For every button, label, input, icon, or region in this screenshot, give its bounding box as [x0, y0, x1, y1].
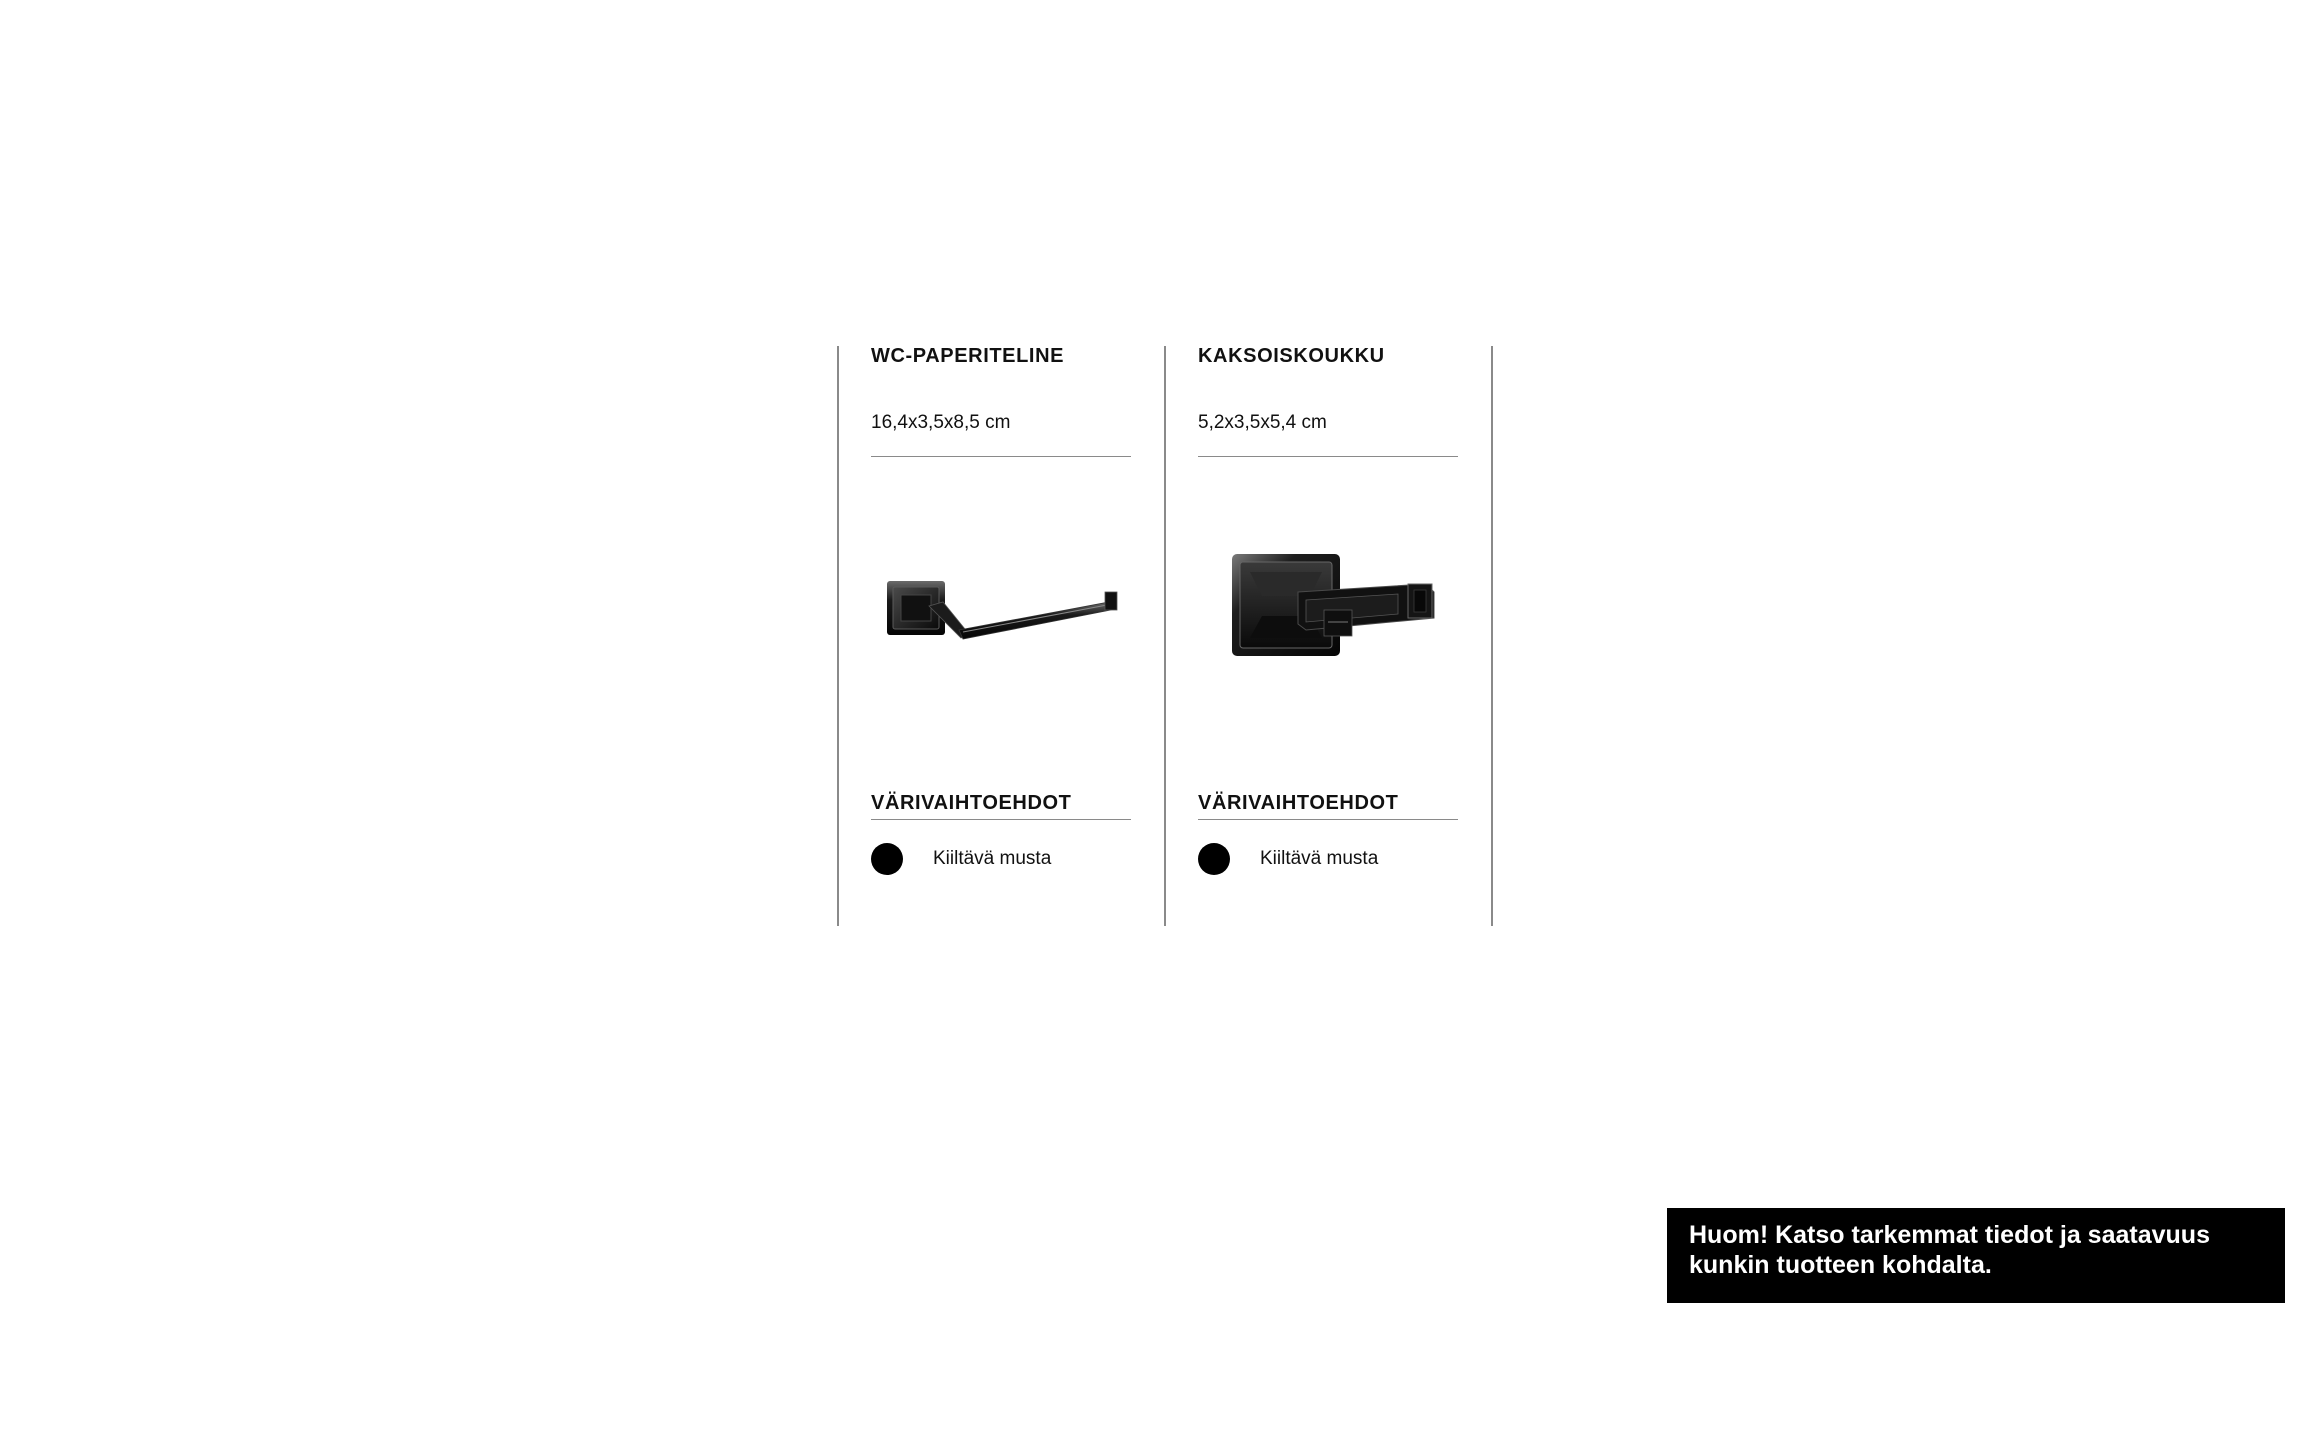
product-dimensions: 5,2x3,5x5,4 cm [1198, 412, 1327, 433]
color-option-label: Kiiltävä musta [1260, 848, 1379, 869]
color-option[interactable] [871, 842, 1051, 876]
product-grid [837, 346, 1493, 926]
color-option[interactable] [1198, 842, 1378, 876]
divider [871, 819, 1131, 820]
color-option-label: Kiiltävä musta [933, 848, 1052, 869]
color-swatch-black[interactable] [871, 843, 903, 875]
double-hook-image [1198, 506, 1458, 696]
toilet-paper-holder-image [871, 506, 1131, 696]
product-dimensions: 16,4x3,5x8,5 cm [871, 412, 1011, 433]
divider [871, 456, 1131, 457]
product-title: KAKSOISKOUKKU [1198, 345, 1385, 367]
color-swatch-black[interactable] [1198, 843, 1230, 875]
divider [1198, 819, 1458, 820]
product-title: WC-PAPERITELINE [871, 345, 1065, 367]
color-options-heading: VÄRIVAIHTOEHDOT [871, 792, 1072, 814]
product-card-double-hook [1164, 346, 1493, 926]
availability-notice: Huom! Katso tarkemmat tiedot ja saatavuus kunkin tuotteen kohdalta. [1667, 1208, 2285, 1303]
product-card-toilet-paper-holder [837, 346, 1164, 926]
divider [1198, 456, 1458, 457]
product-card-content [871, 345, 1131, 869]
color-options-heading: VÄRIVAIHTOEHDOT [1198, 792, 1399, 814]
product-card-content [1198, 345, 1458, 869]
